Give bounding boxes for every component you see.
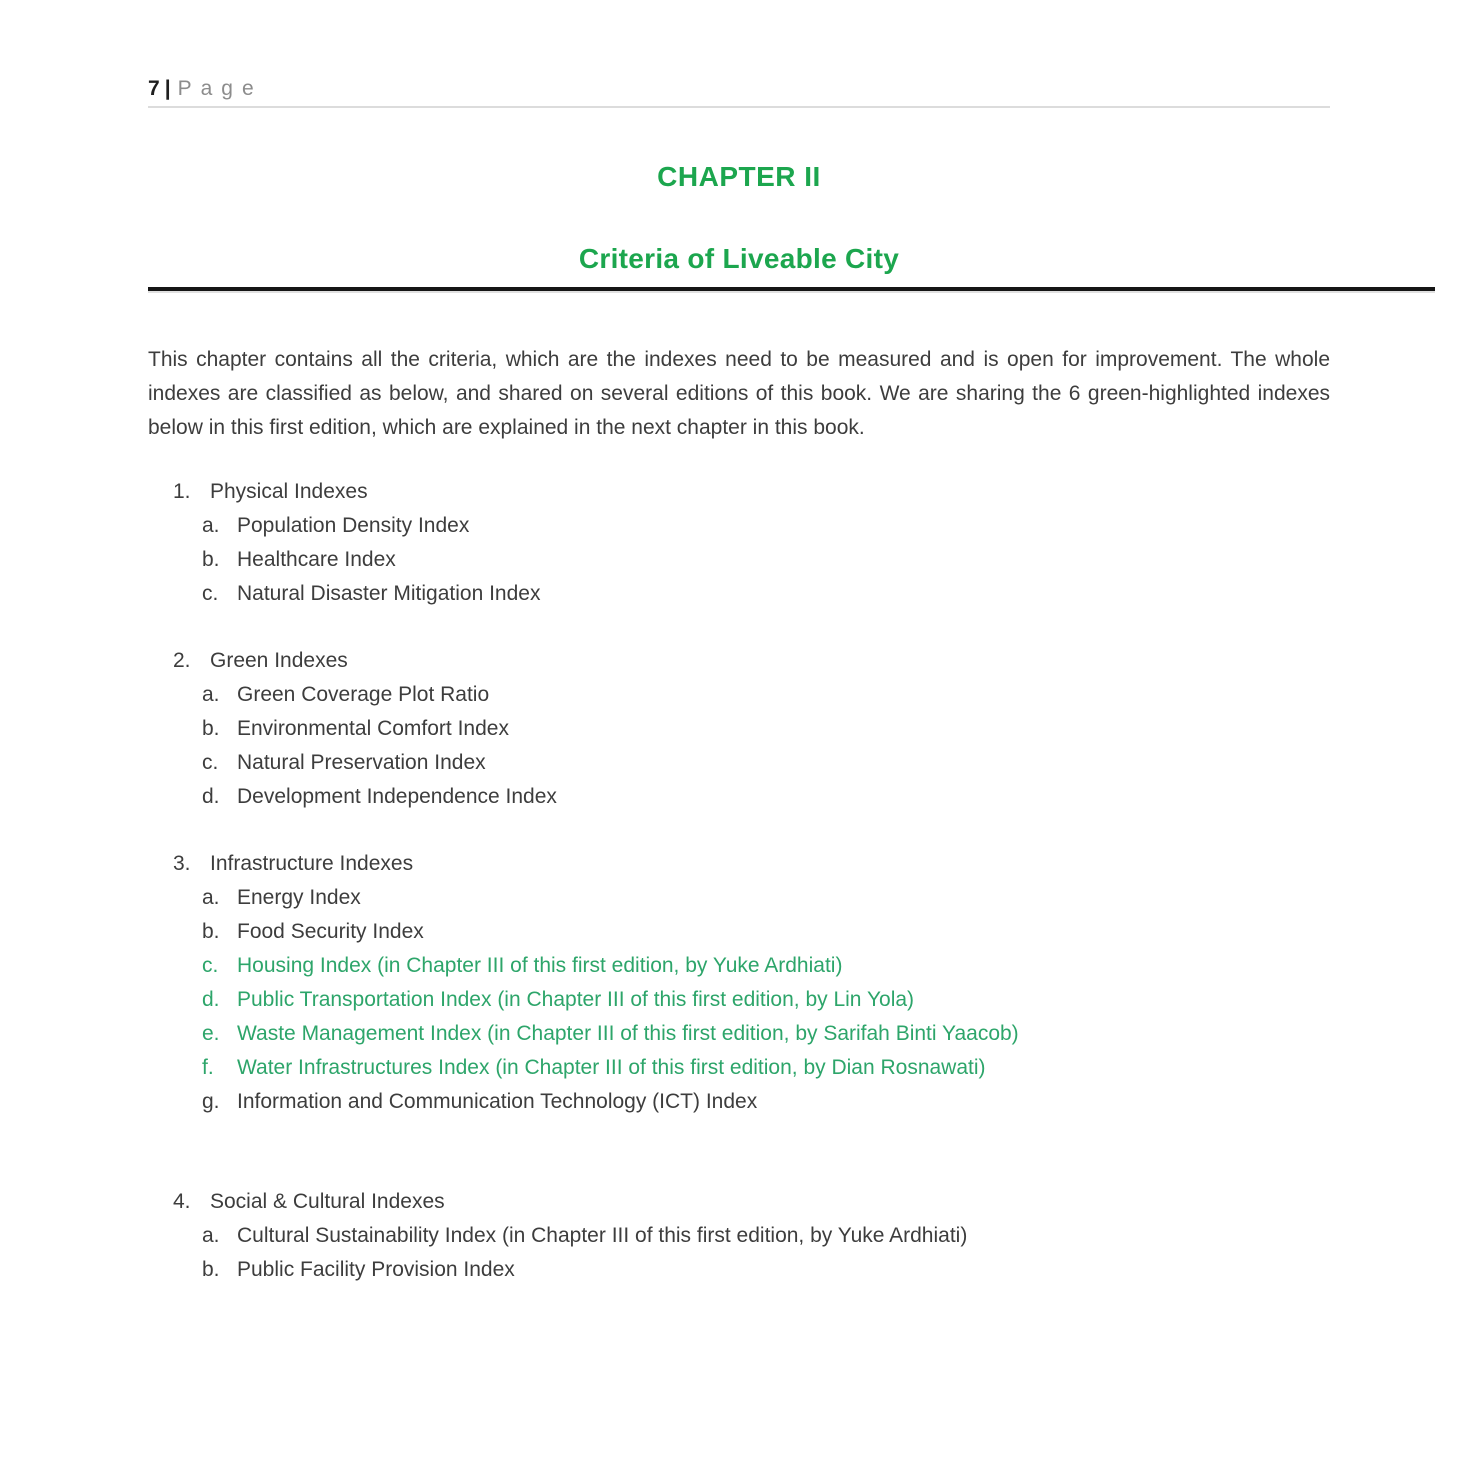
- item-text: Public Transportation Index (in Chapter III of this first edition, by Lin Yola): [237, 988, 915, 1011]
- item-letter: d.: [202, 785, 220, 808]
- section-number: 2.: [173, 649, 191, 672]
- intro-paragraph: This chapter contains all the criteria, which are the indexes need to be measured and is open for improvement. The whole indexes are classified as below, and shared on several editions of this book. We are sharing the 6 green-highlighted indexes below in this first edition, which are explained in the next chapter in this book.: [148, 348, 1330, 439]
- item-text: Energy Index: [237, 886, 361, 909]
- item-text: Food Security Index: [237, 920, 424, 943]
- chapter-subtitle: Criteria of Liveable City: [578, 243, 900, 274]
- list-item: [148, 746, 1330, 780]
- section-title: Infrastructure Indexes: [210, 852, 414, 875]
- list-item: [148, 678, 1330, 712]
- list-item: [148, 577, 1330, 611]
- index-section: [148, 475, 1330, 611]
- item-letter: a.: [202, 683, 220, 706]
- index-section: [148, 1185, 1330, 1287]
- item-letter: c.: [202, 582, 219, 605]
- section-number: 4.: [173, 1190, 191, 1213]
- index-section: [148, 847, 1330, 1119]
- item-text: Population Density Index: [237, 514, 470, 537]
- item-letter: b.: [202, 548, 220, 571]
- section-heading: [148, 644, 1330, 678]
- section-title: Physical Indexes: [210, 480, 368, 503]
- list-item: [148, 1085, 1330, 1119]
- section-title: Green Indexes: [210, 649, 348, 672]
- item-text: Waste Management Index (in Chapter III of this first edition, by Sarifah Binti Yaacob): [237, 1022, 1019, 1045]
- item-text: Green Coverage Plot Ratio: [237, 683, 490, 706]
- index-list: [148, 475, 1330, 1287]
- item-letter: c.: [202, 954, 219, 977]
- item-text: Public Facility Provision Index: [237, 1258, 515, 1281]
- item-text: Development Independence Index: [237, 785, 557, 808]
- list-item: [148, 983, 1330, 1017]
- item-letter: b.: [202, 1258, 220, 1281]
- item-letter: c.: [202, 751, 219, 774]
- list-item: [148, 915, 1330, 949]
- list-item: [148, 1219, 1330, 1253]
- item-letter: f.: [202, 1056, 214, 1079]
- list-item: [148, 949, 1330, 983]
- list-item: [148, 881, 1330, 915]
- list-item: [148, 1051, 1330, 1085]
- section-heading: [148, 475, 1330, 509]
- page-number: 7: [148, 77, 160, 100]
- item-letter: a.: [202, 514, 220, 537]
- list-item: [148, 1017, 1330, 1051]
- list-item: [148, 1253, 1330, 1287]
- section-number: 1.: [173, 480, 191, 503]
- chapter-heading: CHAPTER II: [657, 161, 821, 192]
- list-item: [148, 509, 1330, 543]
- section-title: Social & Cultural Indexes: [210, 1190, 445, 1213]
- list-item: [148, 712, 1330, 746]
- item-letter: b.: [202, 920, 220, 943]
- item-text: Natural Preservation Index: [237, 751, 486, 774]
- item-text: Information and Communication Technology (ICT) Index: [237, 1090, 758, 1113]
- item-letter: a.: [202, 1224, 220, 1247]
- list-item: [148, 780, 1330, 814]
- item-letter: b.: [202, 717, 220, 740]
- section-heading: [148, 1185, 1330, 1219]
- item-text: Healthcare Index: [237, 548, 396, 571]
- item-letter: e.: [202, 1022, 220, 1045]
- item-text: Natural Disaster Mitigation Index: [237, 582, 541, 605]
- item-text: Environmental Comfort Index: [237, 717, 509, 740]
- item-letter: d.: [202, 988, 220, 1011]
- section-number: 3.: [173, 852, 191, 875]
- page-number-separator: |: [164, 77, 171, 100]
- item-text: Housing Index (in Chapter III of this first edition, by Yuke Ardhiati): [237, 954, 843, 977]
- section-heading: [148, 847, 1330, 881]
- item-letter: a.: [202, 886, 220, 909]
- item-letter: g.: [202, 1090, 220, 1113]
- page-header: [148, 78, 1330, 108]
- title-divider: [148, 287, 1435, 291]
- index-section: [148, 644, 1330, 814]
- page-label: Page: [177, 77, 263, 100]
- item-text: Cultural Sustainability Index (in Chapter III of this first edition, by Yuke Ardhiati): [237, 1224, 968, 1247]
- list-item: [148, 543, 1330, 577]
- item-text: Water Infrastructures Index (in Chapter III of this first edition, by Dian Rosnawati): [237, 1056, 986, 1079]
